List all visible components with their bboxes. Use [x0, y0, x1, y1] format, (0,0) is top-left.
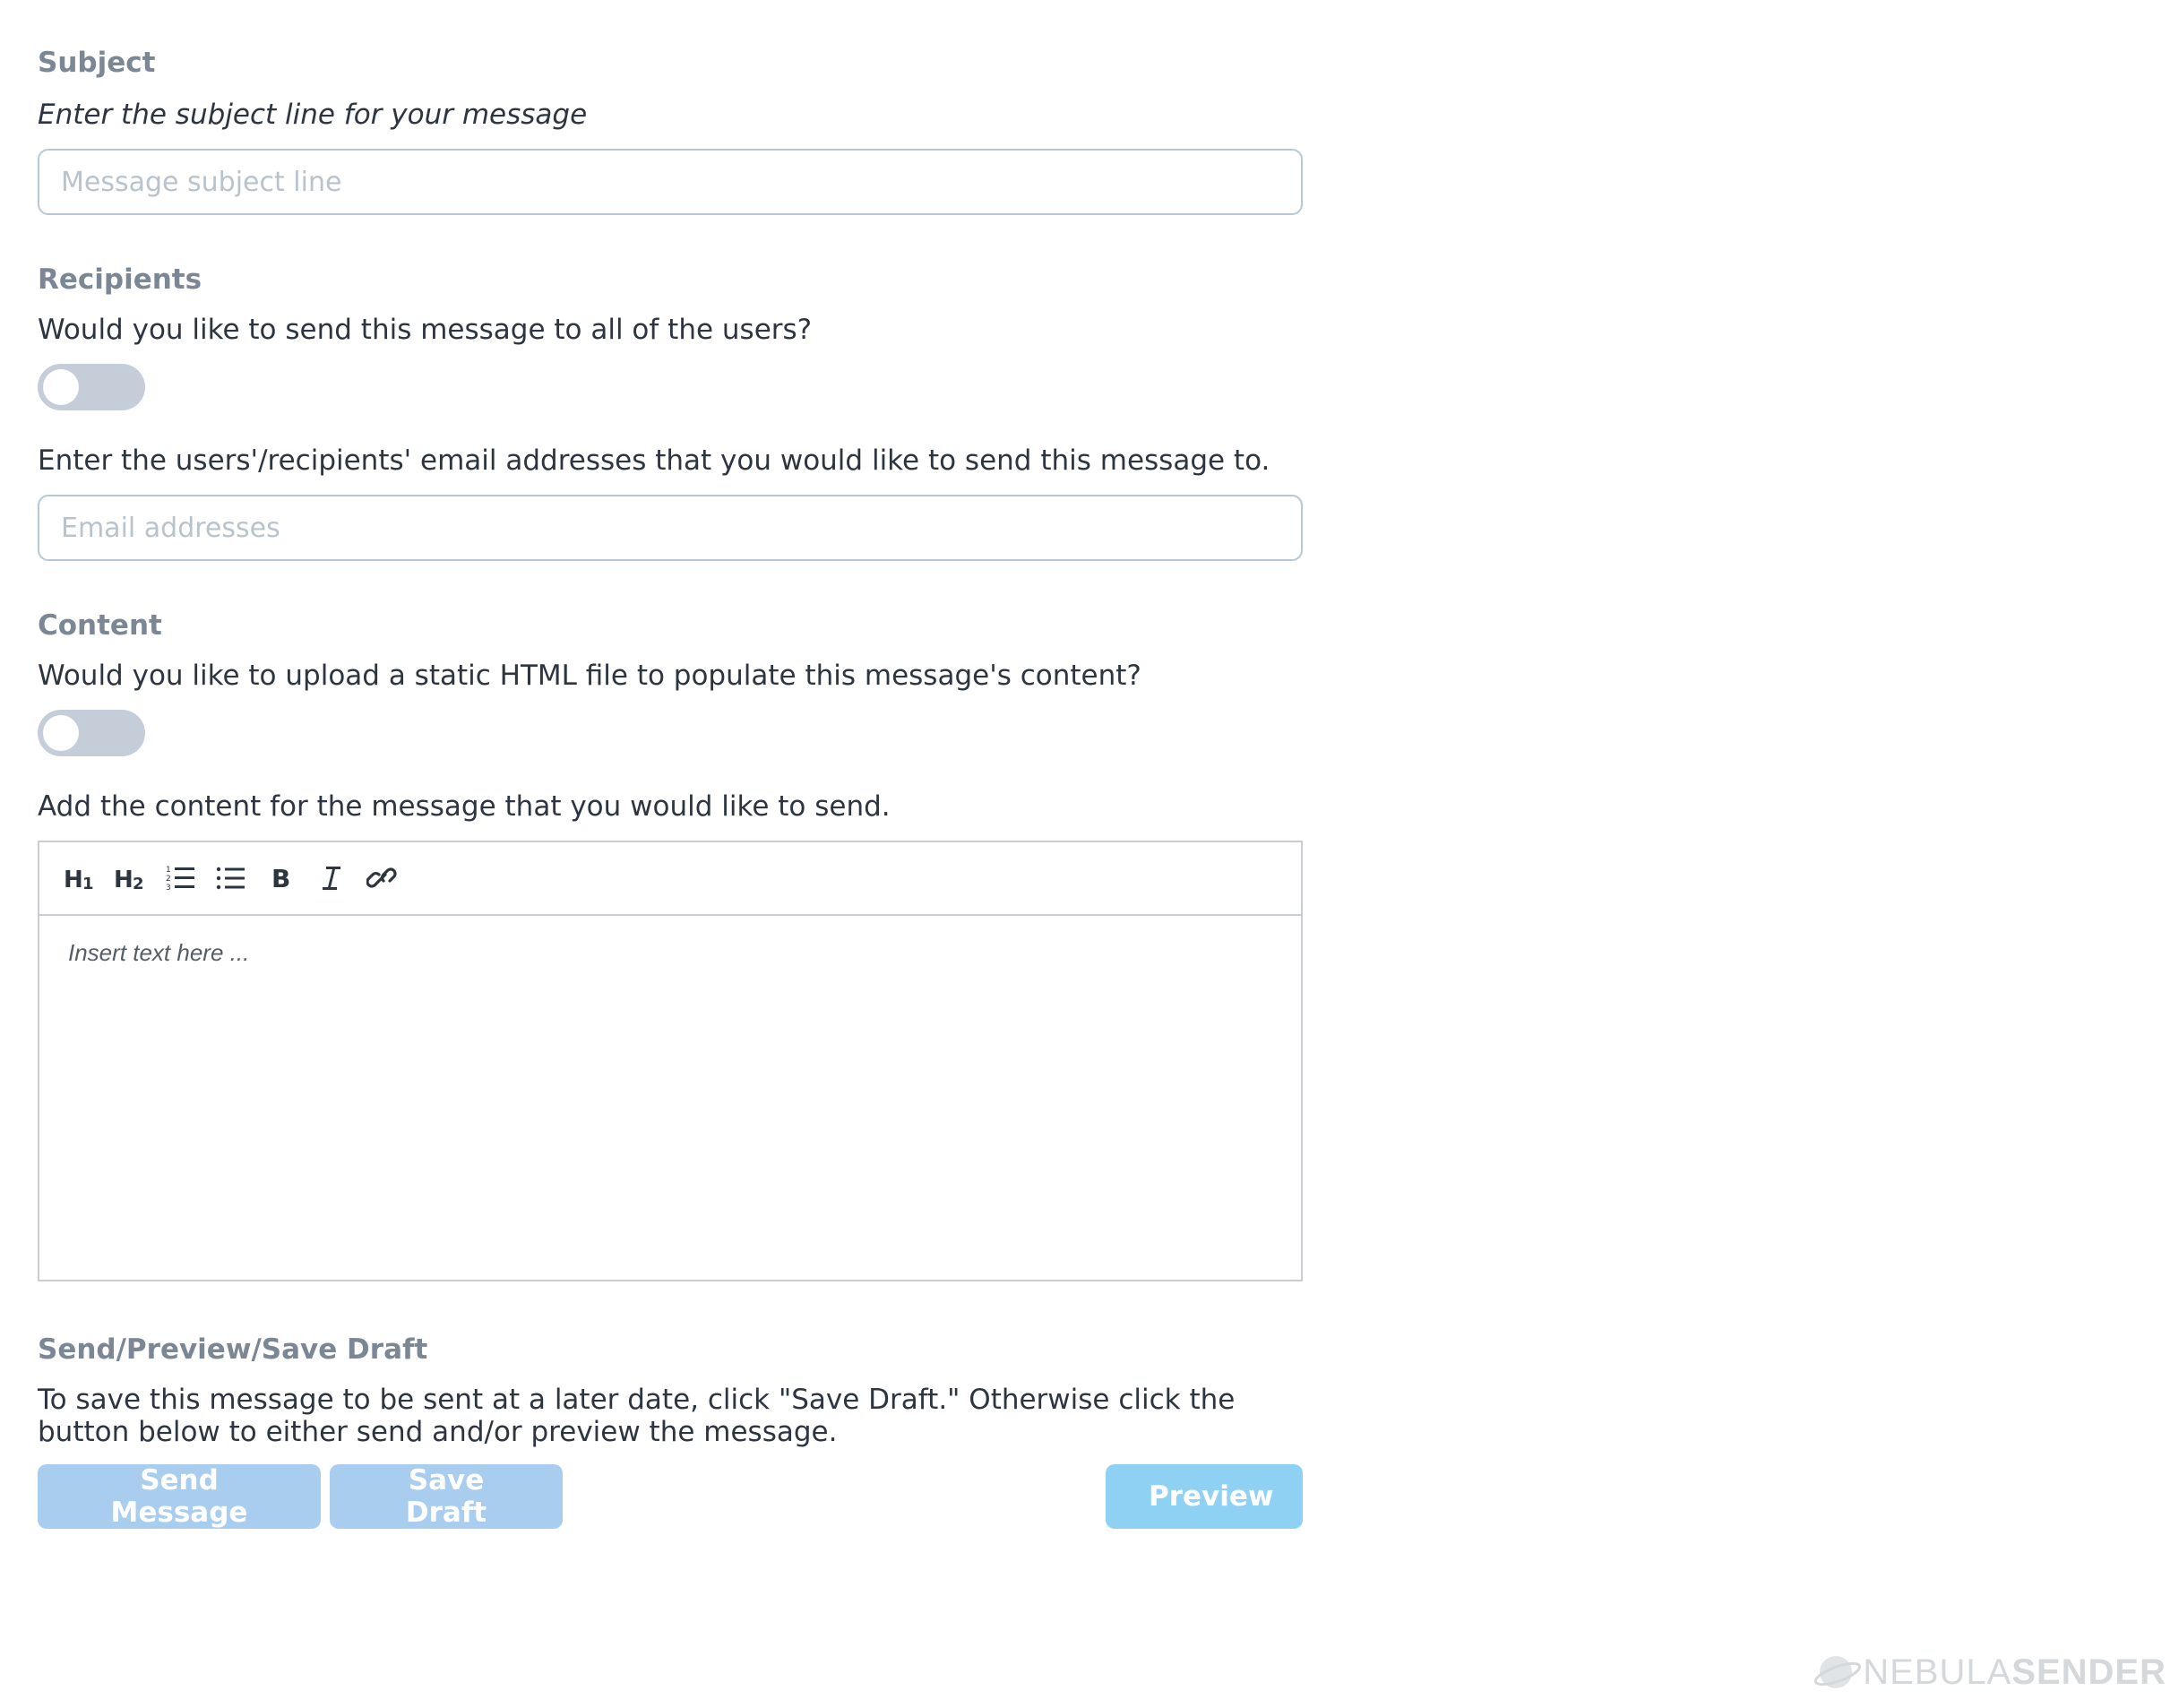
subject-section-title: Subject	[38, 47, 156, 79]
editor-content-area[interactable]: Insert text here ...	[68, 939, 250, 966]
ordered-list-icon[interactable]	[158, 855, 204, 901]
rich-text-editor	[38, 841, 1303, 1281]
toggle-knob	[43, 369, 79, 405]
editor-toolbar	[39, 842, 1301, 916]
svg-text:B: B	[271, 864, 291, 893]
all-users-question: Would you like to send this message to all of the users?	[38, 314, 813, 346]
preview-button[interactable]: Preview	[1106, 1464, 1303, 1529]
subject-hint: Enter the subject line for your message	[38, 99, 588, 131]
svg-text:H: H	[114, 867, 133, 893]
svg-text:1: 1	[166, 866, 171, 875]
italic-icon[interactable]	[308, 855, 355, 901]
link-icon[interactable]	[358, 855, 405, 901]
svg-text:1: 1	[82, 875, 94, 893]
actions-hint: To save this message to be sent at a later date, click "Save Draft." Otherwise click the button below to either send and/or preview the message.	[38, 1384, 1236, 1448]
svg-text:H: H	[64, 867, 83, 893]
heading-1-icon[interactable]	[57, 855, 104, 901]
message-form	[38, 45, 1303, 1529]
actions-bar	[38, 1464, 1303, 1529]
svg-text:3: 3	[166, 884, 171, 893]
bold-icon[interactable]	[258, 855, 305, 901]
emails-hint: Enter the users'/recipients' email addresses that you would like to send this message to.	[38, 444, 1270, 477]
upload-html-toggle[interactable]	[38, 710, 145, 756]
upload-html-question: Would you like to upload a static HTML file to populate this message's content?	[38, 660, 1141, 692]
recipients-section-title: Recipients	[38, 263, 202, 296]
send-message-button[interactable]: Send Message	[38, 1464, 321, 1529]
email-addresses-input[interactable]	[38, 495, 1303, 561]
toggle-knob	[43, 715, 79, 751]
all-users-toggle[interactable]	[38, 364, 145, 410]
logo-text-sender: SENDER	[2011, 1652, 2166, 1692]
content-section-title: Content	[38, 609, 162, 642]
nebula-sender-logo	[1814, 1651, 2166, 1694]
heading-2-icon[interactable]	[108, 855, 154, 901]
bullet-list-icon[interactable]	[208, 855, 254, 901]
svg-text:2: 2	[166, 875, 171, 884]
subject-input[interactable]	[38, 149, 1303, 215]
planet-icon	[1814, 1651, 1863, 1694]
logo-text-nebula: NEBULA	[1863, 1652, 2012, 1692]
editor-hint: Add the content for the message that you would like to send.	[38, 790, 891, 823]
actions-section-title: Send/Preview/Save Draft	[38, 1333, 428, 1366]
save-draft-button[interactable]: Save Draft	[330, 1464, 563, 1529]
svg-text:2: 2	[133, 875, 144, 893]
